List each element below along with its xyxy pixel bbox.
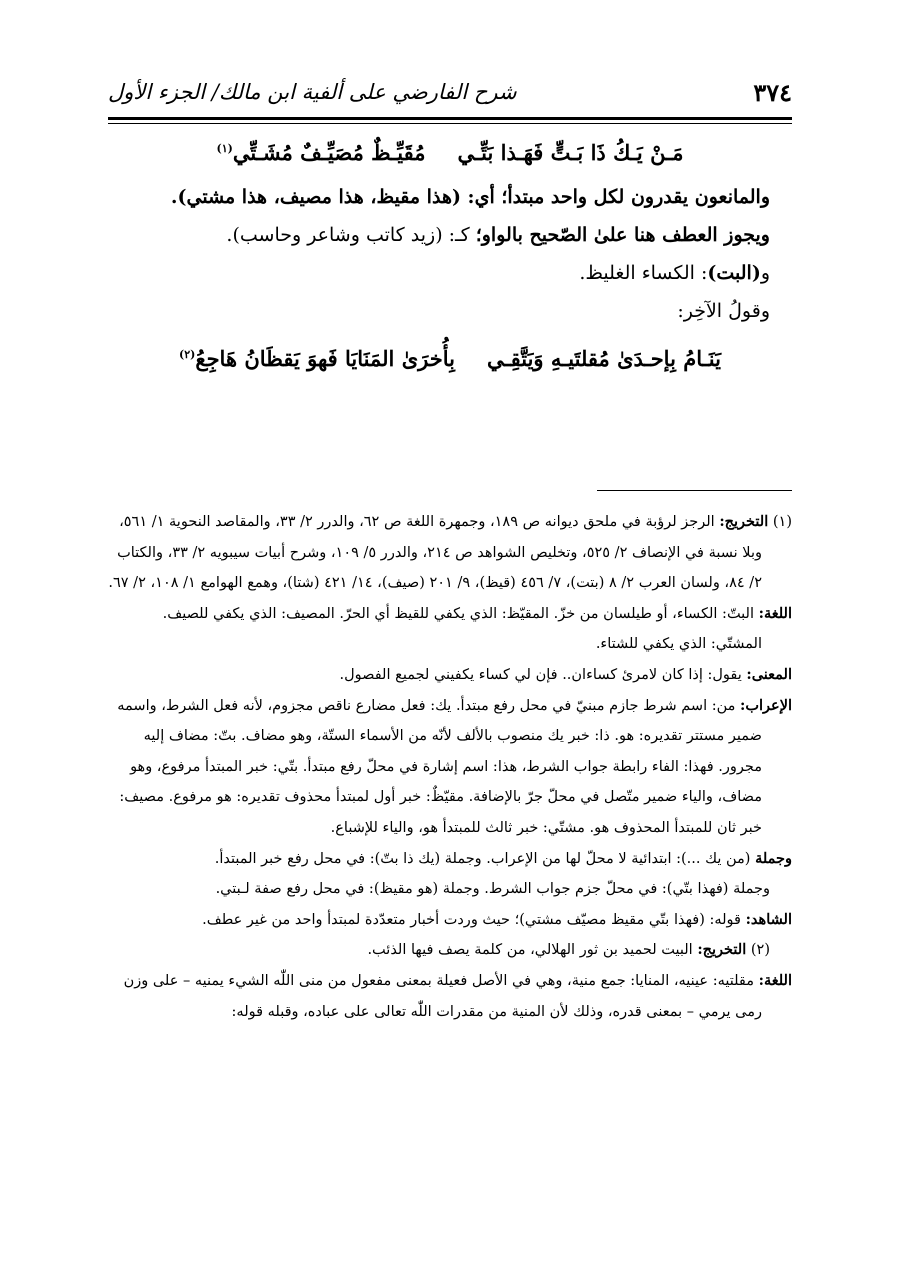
verse-second-hemistich: [217, 134, 426, 172]
footnote-1-jumla-2: وجملة (فهذا بتّي): في محلّ جزم جواب الشرط. وجملة (هو مقيظ): في محل رفع صفة لـبتي.: [215, 881, 770, 898]
page-header: [108, 74, 792, 110]
verse-tawil: [108, 330, 792, 384]
page-number: ٣٧٤: [753, 77, 792, 107]
maana-text: يقول: إذا كان لامرئ كساءان.. فإن لي كساء يكفيني لجميع الفصول.: [339, 666, 747, 683]
footnote-1-text: الرجز لرؤبة في ملحق ديوانه ص ١٨٩، وجمهرة اللغة ص ٦٢، والدرر ٢/ ٣٣، والمقاصد النحوية ١/ ٥٦١، وبلا نسبة في الإنصاف ٢/ ٥٢٥، وتخليص الشواهد ص ٢١٤، والدرر ٥/ ١٠٩، وشرح أبيات سيبويه ٢/ ٣٣، والكتاب ٢/ ٨٤، ولسان العرب ٢/ ٨ (بتت)، ٧/ ٤٥٦ (قيظ)، ٩/ ٢٠١ (صيف)، ١٤/ ٤٢١ (شتا)، وهمع الهوامع ١/ ١٠٨، ٢/ ٦٧.: [108, 514, 762, 592]
paragraph-batt: [108, 254, 792, 292]
footnote-2-number: (٢): [750, 942, 770, 959]
main-text: [108, 132, 792, 384]
lugha-2-text: مقلتيه: عينيه، المنايا: جمع منية، وهي في الأصل فعيلة بمعنى مفعول من منى اللّٰه الشيء يمنيه – على وزن رمى يرمي – بمعنى قدره، وذلك لأن المنية من مقدرات اللّٰه تعالى على عباده، وقبله قوله:: [123, 972, 762, 1020]
footnote-1-lugha: [108, 599, 792, 660]
header-rule-thin: [108, 123, 792, 124]
footnote-1-number: (١): [772, 514, 792, 530]
irab-label: الإعراب:: [740, 696, 792, 714]
jumla-label: وجملة: [755, 849, 792, 867]
header-rule-thick: [108, 117, 792, 120]
jumla-text: (من يك ...): ابتدائية لا محلّ لها من الإعراب. وجملة (يك ذا بتّ): في محل رفع خبر المبتدأ.: [214, 850, 756, 867]
footnote-1-takhrij: [108, 507, 792, 599]
lugha-1-text: البتّ: الكساء، أو طيلسان من خزّ. المقيّظ: الذي يكفي للقيظ أي الحرّ. المصيف: الذي يكفي للصيف. المشتّي: الذي يكفي للشتاء.: [162, 605, 762, 653]
footnote-1-irab: [108, 691, 792, 844]
verse2-first-hemistich: يَنَـامُ بِإحـدَىٰ مُقلتَيـهِ وَيَتَّقِـي: [486, 346, 721, 371]
paragraph-atf-bold: ويجوز العطف هنا علىٰ الصّحيح بالواو؛: [475, 224, 770, 246]
paragraph-qawl: وقولُ الآخِر:: [677, 300, 770, 322]
paragraph-atf-rest: كـ: (زيد كاتب وشاعر وحاسب).: [226, 224, 476, 246]
shahid-label: الشاهد:: [745, 910, 792, 928]
verse-rajaz: [108, 132, 792, 178]
footnote-2-label: التخريج:: [697, 941, 747, 959]
paragraph-atf: [108, 216, 792, 254]
paragraph-manioun-text: والمانعون يقدرون لكل واحد مبتدأ؛ أي: (هذا مقيظ، هذا مصيف، هذا مشتي).: [170, 186, 770, 208]
footnote-1-jumla: [108, 844, 792, 875]
verse-second-text: مُقَيِّـظٌ مُصَيِّـفٌ مُشَـتِّي: [232, 140, 426, 165]
footnote-1-shahid: [108, 905, 792, 936]
irab-text: من: اسم شرط جازم مبنيّ في محل رفع مبتدأ. يك: فعل مضارع ناقص مجزوم، لأنه فعل الشرط، واسمه ضمير مستتر تقديره: هو. ذا: خبر يك منصوب بالألف لأنّه من الأسماء الستّة، وهو مضاف. بتّ: مضاف إليه مجرور. فهذا: الفاء رابطة جواب الشرط، هذا: اسم إشارة في محلّ رفع مبتدأ. بتّي: خبر المبتدأ مرفوع، وهو مضاف، والياء ضمير متّصل في محلّ جرّ بالإضافة. مقيّظٌ: خبر أول لمبتدأ محذوف تقديره: هو مرفوع. مصيف: خبر ثان للمبتدأ المحذوف هو. مشتّي: خبر ثالث للمبتدأ هو، والياء للإشباع.: [117, 697, 762, 836]
paragraph-manioun: [108, 178, 792, 216]
paragraph-batt-rest: : الكساء الغليظ.: [579, 262, 708, 284]
verse2-second-text: بِأُخرَىٰ المَنَايَا فَهوَ يَقظَانُ هَاجِعُ: [195, 346, 455, 371]
footnote-marker-2[interactable]: (٢): [179, 348, 196, 361]
footnote-2-takhrij: [108, 935, 792, 966]
lugha-1-label: اللغة:: [758, 604, 792, 622]
verse2-second-hemistich: [179, 340, 455, 378]
shahid-text: قوله: (فهذا بتّي مقيظ مصيّف مشتي)؛ حيث وردت أخبار متعدّدة لمبتدأ واحد من غير عطف.: [202, 911, 746, 928]
running-title: شرح الفارضي على ألفية ابن مالك/ الجزء الأول: [108, 80, 517, 104]
paragraph-batt-term: (البت): [707, 262, 761, 284]
footnotes: [108, 507, 792, 1027]
verse-first-hemistich: مَـنْ يَـكُ ذَا بَـتٍّ فَهَـذا بَتِّـي: [457, 140, 684, 165]
paragraph-batt-prefix: و: [760, 262, 770, 284]
footnote-separator: [597, 490, 792, 491]
footnote-1-maana: [108, 660, 792, 691]
footnote-marker-1[interactable]: (١): [216, 142, 233, 155]
maana-label: المعنى:: [746, 665, 792, 683]
footnote-2-lugha: [108, 966, 792, 1027]
footnote-2-text: البيت لحميد بن ثور الهلالي، من كلمة يصف فيها الذئب.: [367, 942, 698, 959]
lugha-2-label: اللغة:: [758, 971, 792, 989]
footnote-1-label: التخريج:: [719, 513, 769, 530]
